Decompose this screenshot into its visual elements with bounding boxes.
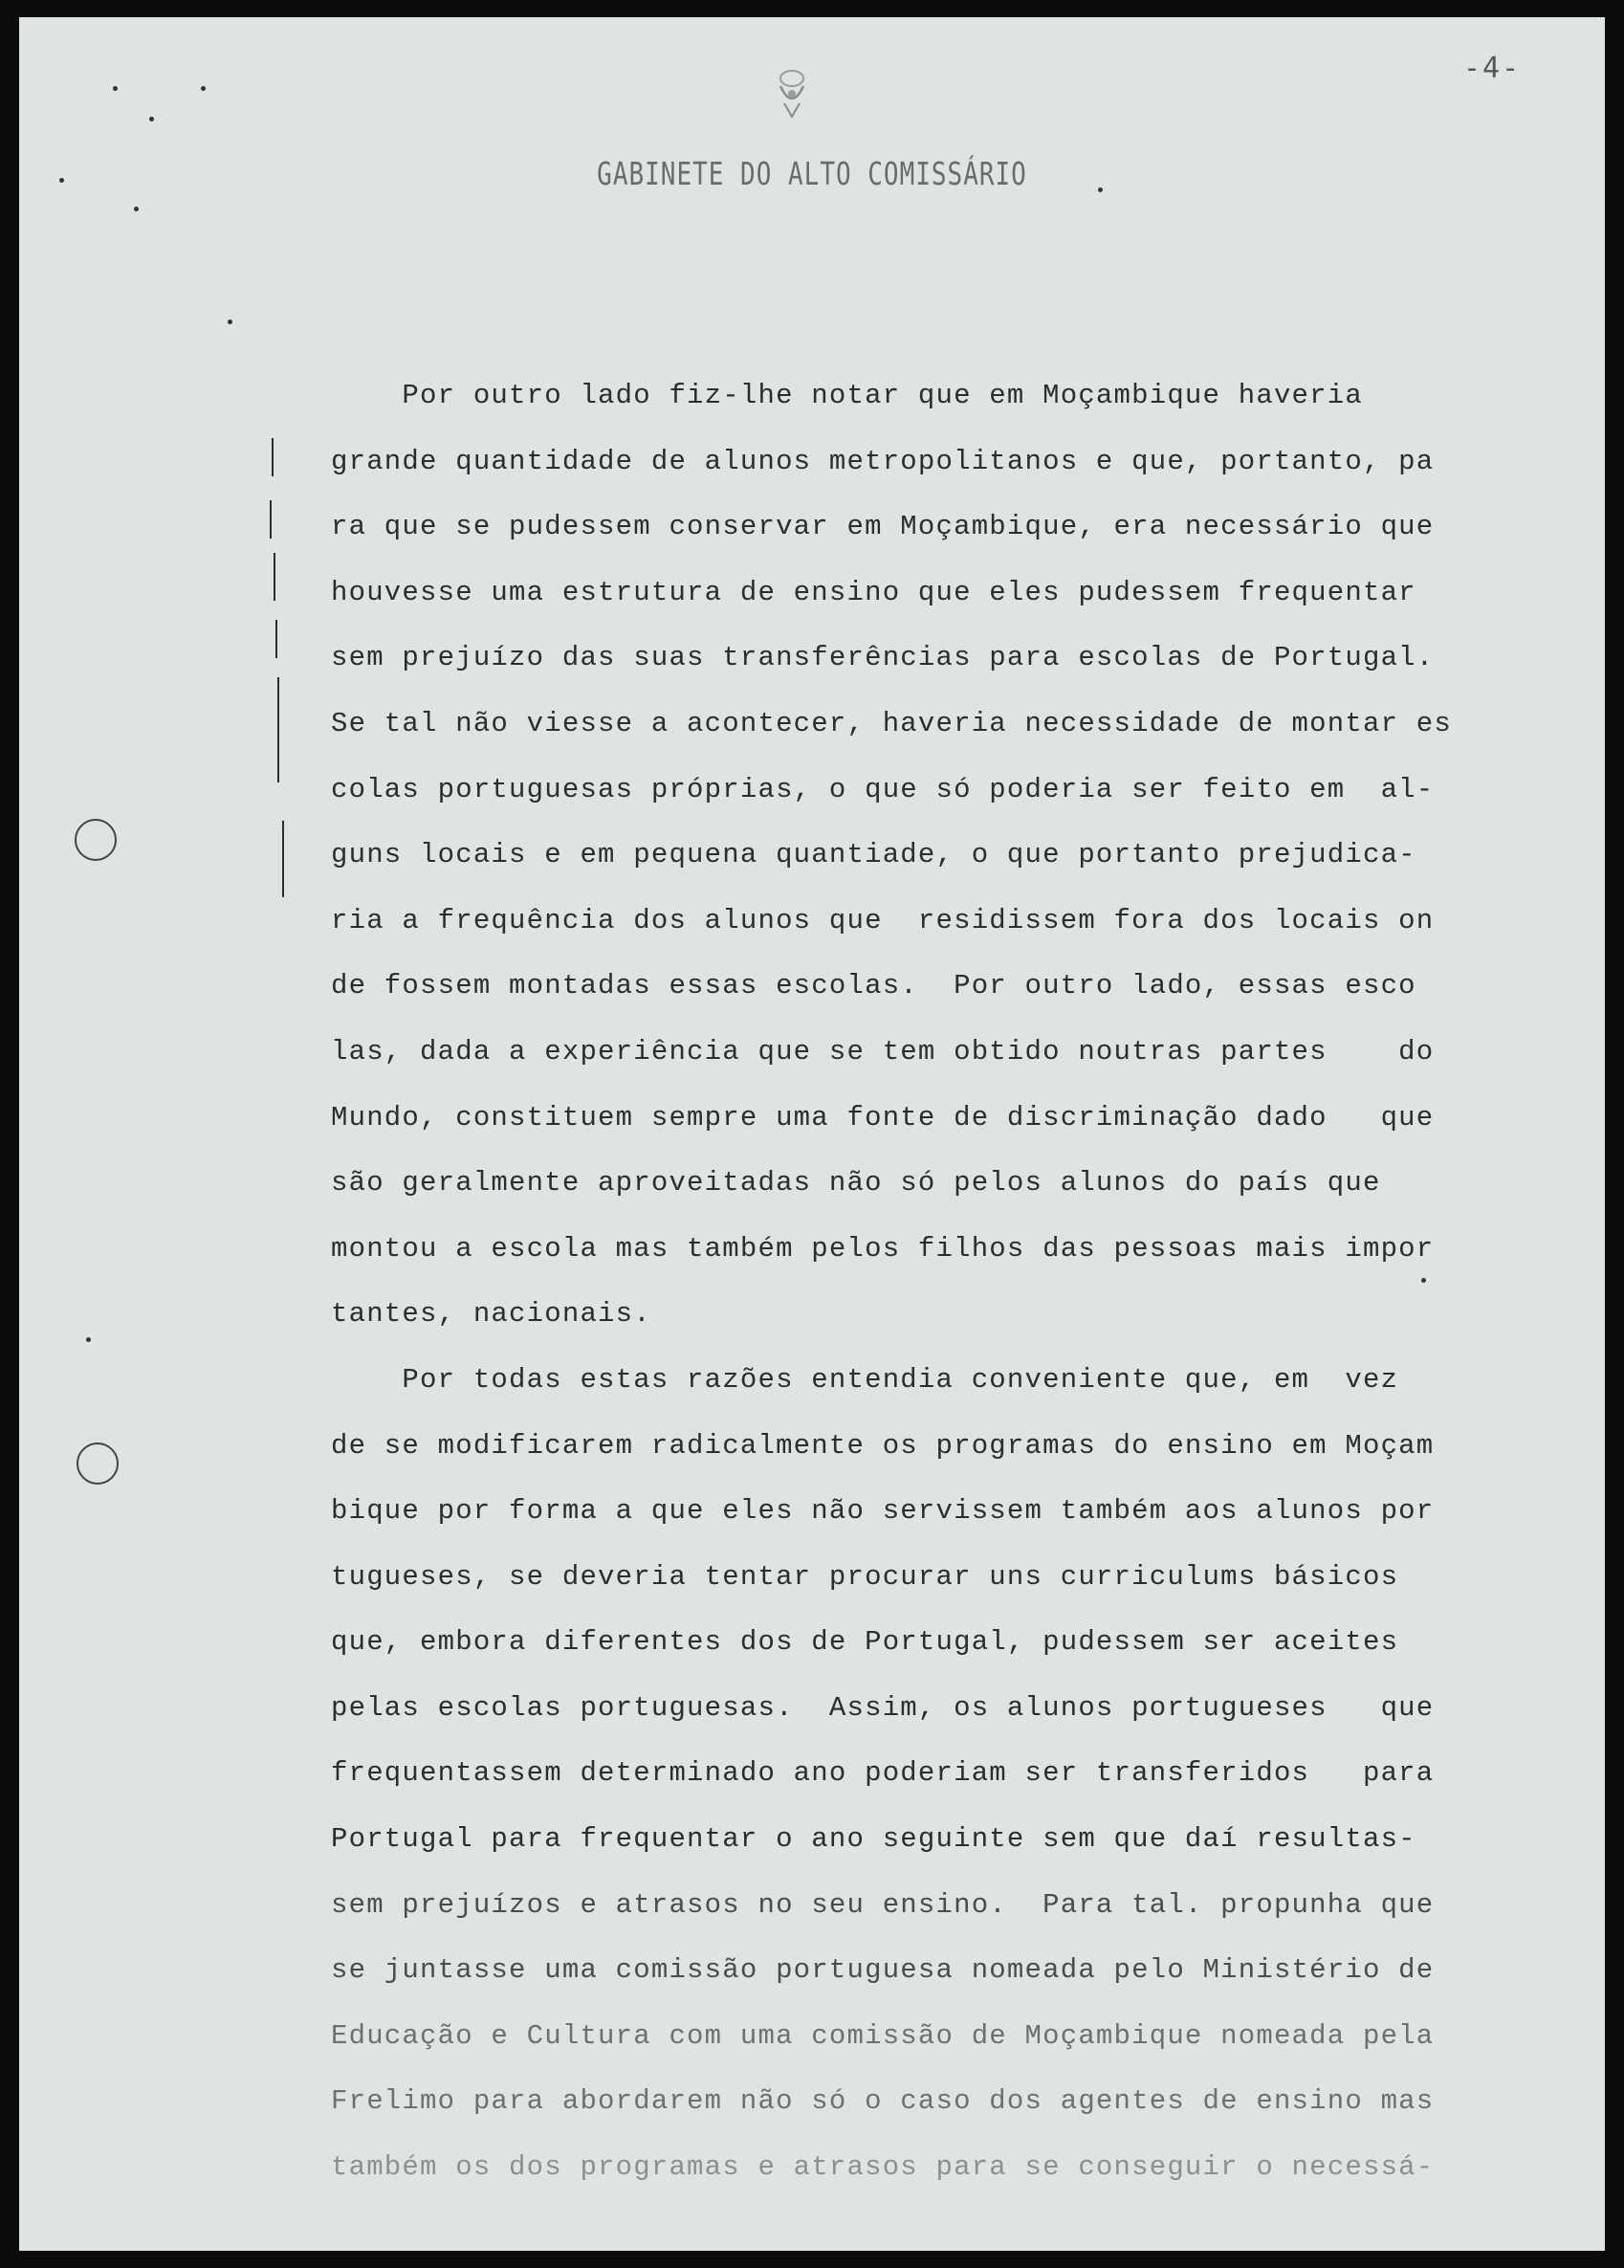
ink-speck — [113, 86, 118, 91]
text-line: montou a escola mas também pelos filhos das pessoas mais impor — [331, 1232, 1435, 1265]
ink-speck — [201, 86, 206, 91]
text-line: tugueses, se deveria tentar procurar uns curriculums básicos — [331, 1560, 1399, 1593]
ink-speck — [134, 207, 139, 211]
text-line: houvesse uma estrutura de ensino que eles pudessem frequentar — [331, 576, 1416, 608]
text-line: são geralmente aproveitadas não só pelos alunos do país que — [331, 1167, 1381, 1200]
ink-speck — [86, 1337, 91, 1342]
text-line: Frelimo para abordarem não só o caso dos agentes de ensino mas — [331, 2085, 1435, 2118]
text-line: frequentassem determinado ano poderiam ser transferidos para — [331, 1757, 1435, 1790]
text-line: tantes, nacionais. — [331, 1298, 651, 1331]
margin-marking-line — [270, 500, 272, 539]
text-line: de se modificarem radicalmente os programas do ensino em Moçam — [331, 1429, 1435, 1462]
text-line: ria a frequência dos alunos que residissem fora dos locais on — [331, 904, 1435, 936]
letter-body — [331, 363, 1574, 2201]
margin-marking-line — [277, 677, 279, 782]
text-line: de fossem montadas essas escolas. Por outro lado, essas esco — [331, 970, 1416, 1002]
text-line: Se tal não viesse a acontecer, haveria necessidade de montar es — [331, 707, 1452, 739]
margin-marking-line — [274, 553, 275, 601]
margin-marking-line — [272, 438, 274, 476]
text-line: grande quantidade de alunos metropolitanos e que, portanto, pa — [331, 445, 1435, 477]
text-line: bique por forma a que eles não servissem também aos alunos por — [331, 1495, 1435, 1528]
ink-speck — [149, 117, 154, 121]
text-line: que, embora diferentes dos de Portugal, pudessem ser aceites — [331, 1626, 1399, 1659]
text-line: Educação e Cultura com uma comissão de Moçambique nomeada pela — [331, 2019, 1435, 2052]
text-line: Por outro lado fiz-lhe notar que em Moçambique haveria — [331, 380, 1363, 411]
text-line: se juntasse uma comissão portuguesa nomeada pelo Ministério de — [331, 1954, 1435, 1987]
text-line: Portugal para frequentar o ano seguinte sem que daí resultas- — [331, 1823, 1416, 1856]
text-line: guns locais e em pequena quantiade, o que portanto prejudica- — [331, 839, 1416, 871]
coat-of-arms-seal-icon — [771, 65, 813, 122]
text-line: pelas escolas portuguesas. Assim, os alunos portugueses que — [331, 1691, 1435, 1724]
text-line: colas portuguesas próprias, o que só poderia ser feito em al- — [331, 773, 1435, 805]
margin-marking-line — [275, 620, 277, 658]
letterhead-title: GABINETE DO ALTO COMISSÁRIO — [597, 157, 1027, 193]
text-line: sem prejuízo das suas transferências para escolas de Portugal. — [331, 642, 1435, 674]
text-line: Mundo, constituem sempre uma fonte de discriminação dado que — [331, 1101, 1435, 1134]
punch-hole-mark — [77, 1442, 119, 1485]
ink-speck — [1098, 187, 1103, 192]
text-line: las, dada a experiência que se tem obtido noutras partes do — [331, 1035, 1435, 1068]
ink-speck — [59, 178, 64, 183]
text-line: sem prejuízos e atrasos no seu ensino. Para tal. propunha que — [331, 1888, 1435, 1921]
ink-speck — [228, 319, 232, 324]
punch-hole-mark — [75, 819, 117, 861]
text-line: ra que se pudessem conservar em Moçambique, era necessário que — [331, 511, 1435, 543]
document-page — [19, 17, 1605, 2251]
margin-marking-line — [282, 821, 284, 897]
text-line: também os dos programas e atrasos para se conseguir o necessá- — [331, 2151, 1435, 2184]
page-number: -4- — [1463, 52, 1522, 85]
text-line: Por todas estas razões entendia conveniente que, em vez — [331, 1363, 1399, 1396]
